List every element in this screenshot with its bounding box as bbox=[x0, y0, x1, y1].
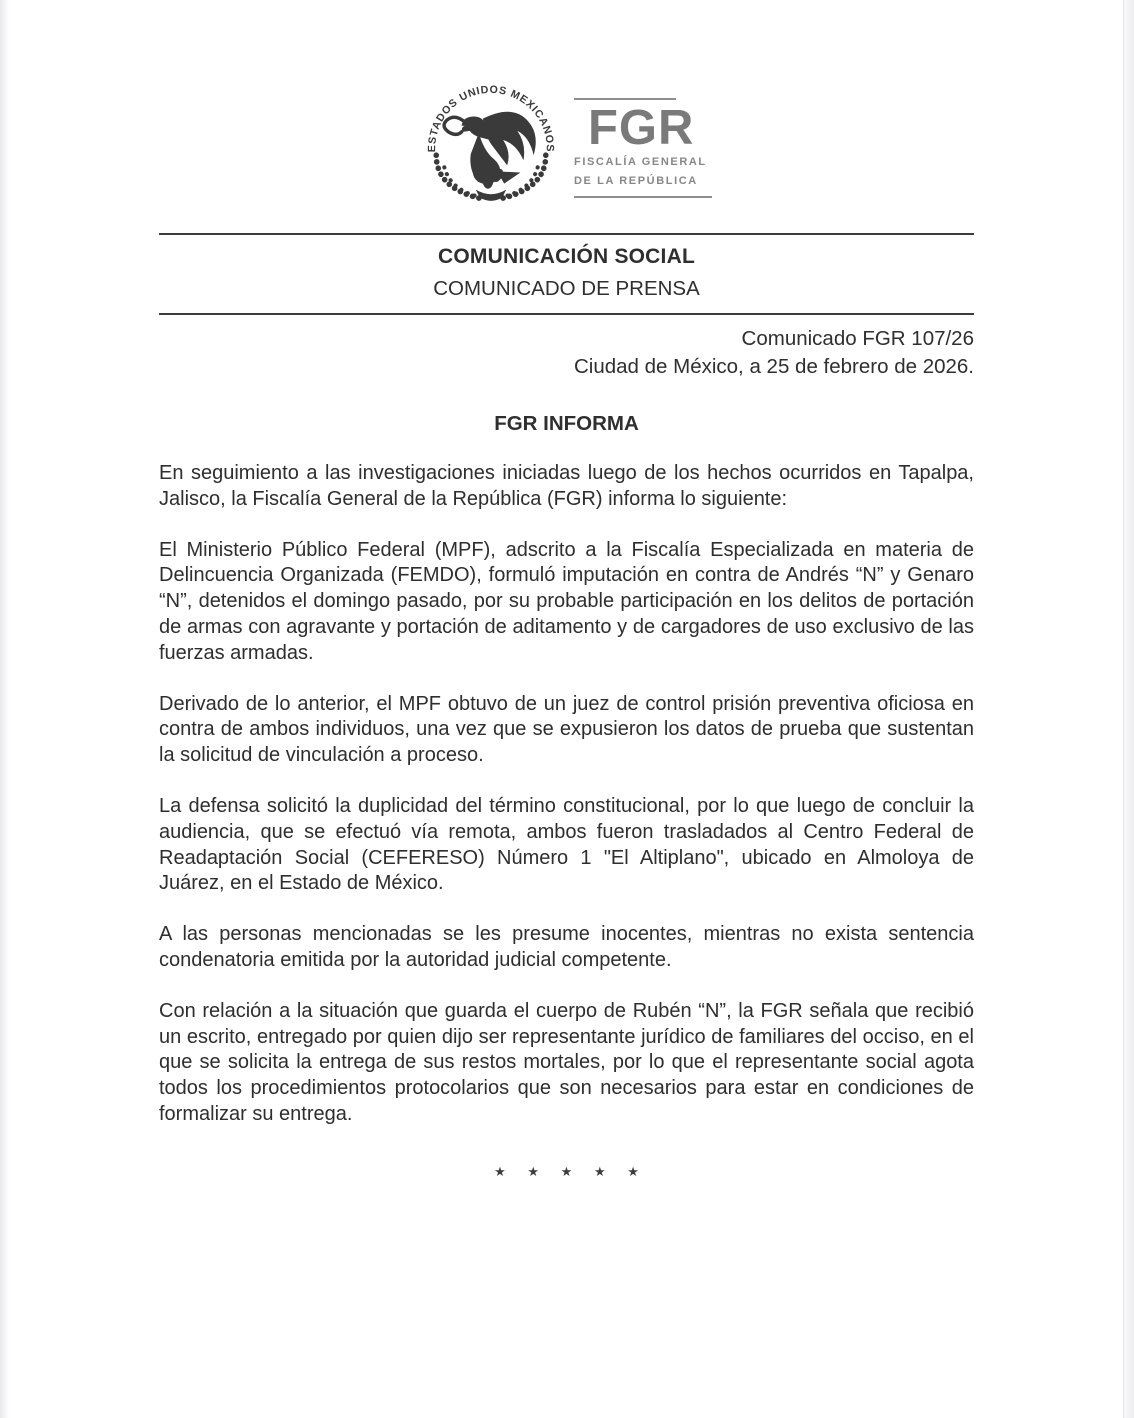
serpent bbox=[444, 117, 466, 134]
dateline: Ciudad de México, a 25 de febrero de 2026. bbox=[573, 355, 974, 378]
fgr-wordmark bbox=[574, 98, 714, 198]
masthead-rule-top bbox=[159, 233, 974, 235]
paragraph-5: A las personas mencionadas se les presume inocentes, mientras no exista sentencia condenatoria emitida por la autoridad judicial competente. bbox=[159, 923, 974, 971]
scan-edge-left bbox=[0, 0, 9, 1418]
masthead-title: COMUNICACIÓN SOCIAL bbox=[438, 245, 695, 268]
paragraph-2: El Ministerio Público Federal (MPF), adscrito a la Fiscalía Especializada en materia de Delincuencia Organizada (FEMDO), formuló imputación en contra de Andrés “N” y Genaro “N”, detenidos el domingo pasado, por su probable participación en los delitos de portación de armas con agravante y portación de aditamento y de cargadores de uso exclusivo de las fuerzas armadas. bbox=[159, 538, 974, 664]
paragraph-3: Derivado de lo anterior, el MPF obtuvo de un juez de control prisión preventiva oficiosa en contra de ambos individuos, una vez que se expusieron los datos de prueba que sustentan la solicitud de vinculación a proceso. bbox=[159, 692, 974, 767]
mexican-coat-of-arms-icon bbox=[420, 70, 562, 212]
eagle-silhouette bbox=[462, 112, 536, 201]
paragraph-1: En seguimiento a las investigaciones iniciadas luego de los hechos ocurridos en Tapalpa, Jalisco, la Fiscalía General de la República (FGR) informa lo siguiente: bbox=[159, 462, 974, 510]
headline: FGR INFORMA bbox=[494, 412, 639, 435]
fgr-wordmark-line-1: FISCALÍA GENERAL bbox=[574, 155, 707, 168]
paragraph-6: Con relación a la situación que guarda el cuerpo de Rubén “N”, la FGR señala que recibió un escrito, entregado por quien dijo ser representante jurídico de familiares del occiso, en el que se solicita la entrega de sus restos mortales, por lo que el representante social agota todos los procedimientos protocolarios que son necesarios para estar en condiciones de formalizar su entrega. bbox=[159, 999, 974, 1125]
stars-separator: ★ ★ ★ ★ ★ bbox=[494, 1163, 648, 1179]
paragraph-4: La defensa solicitó la duplicidad del término constitucional, por lo que luego de concluir la audiencia, que se efectuó vía remota, ambos fueron trasladados al Centro Federal de Readaptación Social (CEFERESO) Número 1 "El Altiplano", ubicado en Almoloya de Juárez, en el Estado de México. bbox=[159, 794, 974, 895]
letter-body bbox=[159, 233, 974, 1180]
bulletin-meta bbox=[159, 325, 974, 381]
scan-edge-right bbox=[1123, 0, 1134, 1418]
bulletin-number: Comunicado FGR 107/26 bbox=[741, 327, 974, 350]
fgr-wordmark-rule-bottom bbox=[574, 196, 712, 198]
emblem-arc-text: ESTADOS UNIDOS MEXICANOS bbox=[426, 83, 556, 153]
letterhead bbox=[0, 70, 1134, 212]
masthead-rule-bottom bbox=[159, 313, 974, 315]
fgr-acronym: FGR bbox=[588, 101, 695, 155]
fgr-wordmark-line-2: DE LA REPÚBLICA bbox=[574, 174, 698, 187]
masthead-subtitle: COMUNICADO DE PRENSA bbox=[433, 277, 700, 300]
fgr-wordmark-rule-top bbox=[574, 98, 676, 100]
